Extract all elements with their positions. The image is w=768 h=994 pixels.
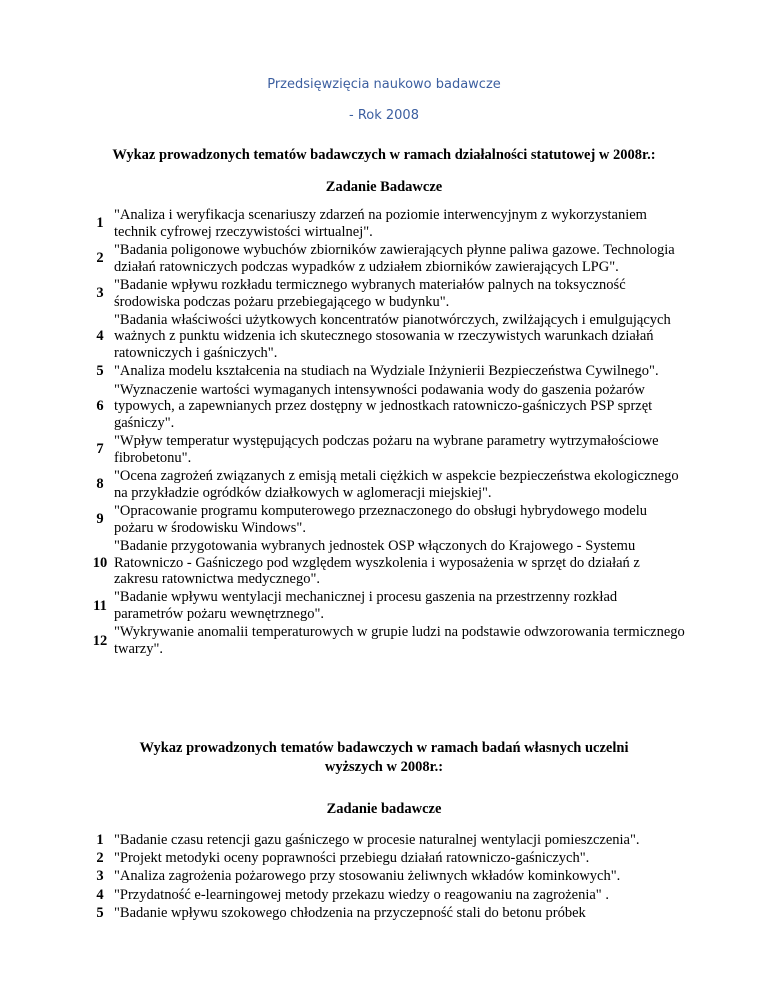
item-number: 7 — [96, 441, 104, 458]
item-number: 10 — [92, 554, 108, 571]
list-item — [86, 905, 686, 922]
item-text: "Analiza i weryfikacja scenariuszy zdarzeń na poziomie interwencyjnym z wykorzystaniem technik cyfrowej rzeczywistości wirtualnej". — [114, 207, 647, 240]
item-text: "Badania właściwości użytkowych koncentratów pianotwórczych, zwilżających i emulgujących ważnych z punktu widzenia ich skutecznego stosowania w rzeczywistych warunkach działań ratowniczych i gaśniczych". — [114, 311, 671, 362]
item-text: "Przydatność e-learningowej metody przekazu wiedzy o reagowaniu na zagrożenia" . — [114, 886, 609, 903]
document-title: Przedsięwzięcia naukowo badawcze — [267, 77, 501, 92]
list-item — [86, 242, 686, 275]
item-number: 9 — [96, 511, 104, 528]
list-item — [86, 468, 686, 501]
section2-task-list — [86, 832, 686, 923]
item-text: "Badanie czasu retencji gazu gaśniczego w procesie naturalnej wentylacji pomieszczenia". — [114, 832, 640, 848]
item-text: "Wyznaczenie wartości wymaganych intensywności podawania wody do gaszenia pożarów typowych, a zapewnianych przez dostępny w jednostkach ratowniczo-gaśniczych PSP sprzęt gaśniczy". — [114, 381, 653, 431]
item-text: "Badanie przygotowania wybranych jednostek OSP włączonych do Krajowego - Systemu Ratowniczo - Gaśniczego pod względem wyszkolenia i wyposażenia w sprzęt do działań z zakresu ratownictwa medycznego". — [114, 537, 640, 588]
item-number: 11 — [93, 597, 107, 614]
item-number: 8 — [96, 476, 104, 493]
list-item — [86, 868, 686, 885]
section1-subheading: Zadanie Badawcze — [325, 179, 443, 195]
list-item — [86, 538, 686, 588]
item-text: "Opracowanie programu komputerowego przeznaczonego do obsługi hybrydowego modelu pożaru w środowisku Windows". — [114, 502, 647, 536]
item-text: "Analiza modelu kształcenia na studiach na Wydziale Inżynierii Bezpieczeństwa Cywilnego". — [114, 363, 659, 380]
document-subtitle-year: - Rok 2008 — [349, 108, 419, 123]
list-item — [86, 312, 686, 362]
item-number: 1 — [96, 215, 104, 232]
section1-task-list — [86, 207, 686, 659]
item-number: 4 — [96, 328, 104, 345]
list-item — [86, 433, 686, 466]
item-number: 3 — [96, 285, 104, 302]
item-number: 12 — [92, 632, 108, 649]
item-text: "Badanie wpływu wentylacji mechanicznej i procesu gaszenia na przestrzenny rozkład parametrów pożaru wewnętrznego". — [114, 589, 618, 623]
item-number: 2 — [96, 250, 104, 267]
section2-subheading: Zadanie badawcze — [326, 801, 442, 817]
item-number: 5 — [96, 363, 104, 380]
item-number: 3 — [96, 868, 104, 885]
item-number: 2 — [96, 850, 104, 867]
item-number: 5 — [96, 904, 104, 921]
section1-heading: Wykaz prowadzonych tematów badawczych w ramach działalności statutowej w 2008r.: — [112, 147, 656, 163]
item-text: "Badanie wpływu szokowego chłodzenia na przyczepność stali do betonu próbek — [114, 904, 586, 921]
item-text: "Badania poligonowe wybuchów zbiorników zawierających płynne paliwa gazowe. Technologia działań ratowniczych podczas wypadków z udziałem zbiorników zawierających LPG". — [114, 241, 675, 275]
item-number: 1 — [96, 832, 104, 848]
item-text: "Projekt metodyki oceny poprawności przebiegu działań ratowniczo-gaśniczych". — [114, 850, 590, 867]
item-text: "Analiza zagrożenia pożarowego przy stosowaniu żeliwnych wkładów kominkowych". — [114, 868, 621, 885]
list-item — [86, 503, 686, 536]
list-item — [86, 589, 686, 622]
list-item — [86, 887, 686, 904]
list-item — [86, 832, 686, 849]
item-number: 6 — [96, 398, 104, 415]
list-item — [86, 624, 686, 657]
item-text: "Wykrywanie anomalii temperaturowych w grupie ludzi na podstawie odwzorowania termicznego twarzy". — [114, 624, 685, 658]
list-item — [86, 277, 686, 310]
item-text: "Badanie wpływu rozkładu termicznego wybranych materiałów palnych na toksyczność środowiska podczas pożaru przebiegającego w budynku". — [114, 276, 626, 310]
item-text: "Wpływ temperatur występujących podczas pożaru na wybrane parametry wytrzymałościowe fibrobetonu". — [114, 433, 659, 466]
item-number: 4 — [96, 886, 104, 903]
list-item — [86, 207, 686, 240]
list-item — [86, 850, 686, 867]
list-item — [86, 363, 686, 380]
list-item — [86, 382, 686, 432]
item-text: "Ocena zagrożeń związanych z emisją metali ciężkich w aspekcie bezpieczeństwa ekologicznego na przykładzie ogródków działkowych w aglomeracji miejskiej". — [114, 468, 679, 501]
section2-heading: Wykaz prowadzonych tematów badawczych w ramach badań własnych uczelni wyższych w 2008r.: — [139, 740, 629, 775]
